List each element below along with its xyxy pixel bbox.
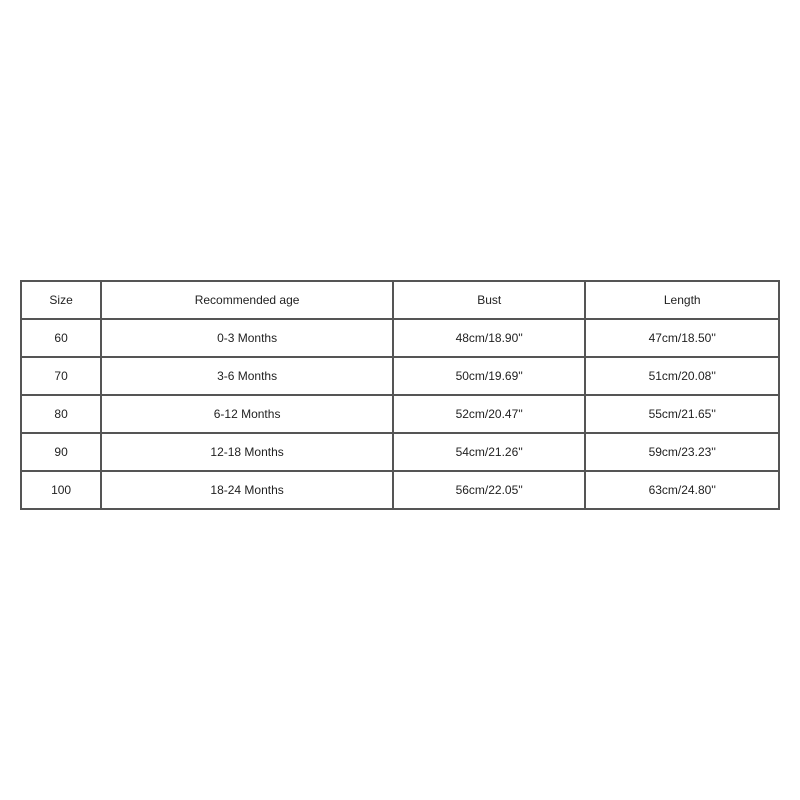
cell-size: 60: [21, 319, 101, 357]
table-row: [21, 357, 779, 395]
table-row: [21, 319, 779, 357]
header-length: Length: [585, 281, 779, 319]
size-chart-table: [20, 280, 780, 510]
cell-bust: 54cm/21.26'': [393, 433, 586, 471]
cell-recommended-age: 3-6 Months: [101, 357, 393, 395]
cell-length: 59cm/23.23'': [585, 433, 779, 471]
cell-recommended-age: 18-24 Months: [101, 471, 393, 509]
header-bust: Bust: [393, 281, 586, 319]
header-recommended-age: Recommended age: [101, 281, 393, 319]
cell-bust: 56cm/22.05'': [393, 471, 586, 509]
cell-size: 70: [21, 357, 101, 395]
table-row: [21, 395, 779, 433]
cell-recommended-age: 0-3 Months: [101, 319, 393, 357]
cell-size: 90: [21, 433, 101, 471]
cell-size: 80: [21, 395, 101, 433]
cell-size: 100: [21, 471, 101, 509]
table-header: [21, 281, 779, 319]
table-row: [21, 471, 779, 509]
header-row: [21, 281, 779, 319]
cell-length: 63cm/24.80'': [585, 471, 779, 509]
cell-bust: 48cm/18.90'': [393, 319, 586, 357]
table-body: [21, 319, 779, 509]
cell-bust: 50cm/19.69'': [393, 357, 586, 395]
cell-length: 55cm/21.65'': [585, 395, 779, 433]
cell-recommended-age: 12-18 Months: [101, 433, 393, 471]
header-size: Size: [21, 281, 101, 319]
cell-recommended-age: 6-12 Months: [101, 395, 393, 433]
table-row: [21, 433, 779, 471]
cell-length: 47cm/18.50'': [585, 319, 779, 357]
cell-bust: 52cm/20.47'': [393, 395, 586, 433]
cell-length: 51cm/20.08'': [585, 357, 779, 395]
